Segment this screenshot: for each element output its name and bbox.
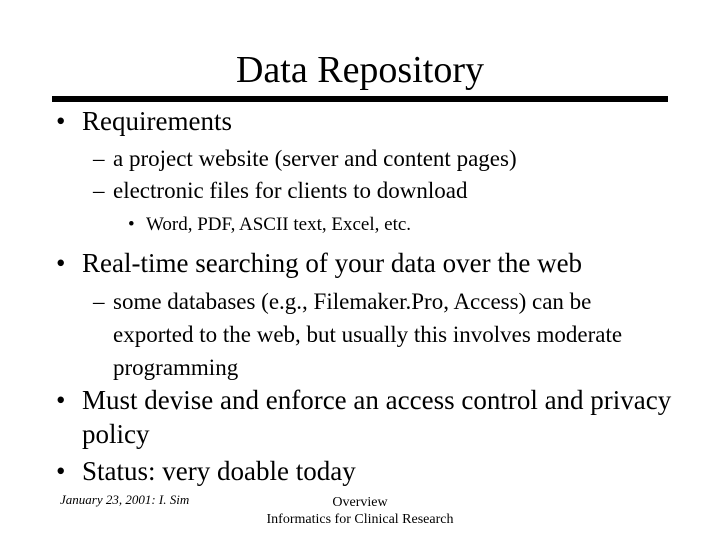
dash-icon: –	[93, 146, 105, 171]
subitem-text: electronic files for clients to download	[113, 178, 468, 203]
bullet-text: Real-time searching of your data over the web	[82, 248, 583, 278]
bullet-status	[56, 454, 696, 488]
subsubitem-file-types	[128, 213, 648, 237]
bullet-real-time-searching	[56, 246, 696, 280]
bullet-access-control	[56, 383, 696, 451]
bullet-icon: •	[56, 456, 66, 486]
subitem-databases	[93, 285, 653, 384]
bullet-icon: •	[56, 248, 66, 278]
footer-line-overview: Overview	[332, 495, 388, 510]
dash-icon: –	[93, 289, 105, 314]
title-divider	[52, 96, 668, 102]
bullet-text: Must devise and enforce an access control and privacy policy	[82, 385, 672, 449]
footer-line-course-title: Informatics for Clinical Research	[266, 512, 454, 527]
bullet-text: Status: very doable today	[82, 456, 356, 486]
bullet-icon: •	[56, 106, 66, 136]
footer-date-author: January 23, 2001: I. Sim	[60, 492, 190, 507]
dash-icon: –	[93, 178, 105, 203]
bullet-requirements	[56, 104, 696, 138]
subsubitem-text: Word, PDF, ASCII text, Excel, etc.	[146, 214, 412, 235]
subitem-text: some databases (e.g., Filemaker.Pro, Access) can be exported to the web, but usually this involves moderate programming	[113, 289, 623, 380]
subitem-text: a project website (server and content pages)	[113, 146, 517, 171]
bullet-text: Requirements	[82, 106, 232, 136]
slide-title: Data Repository	[235, 49, 484, 91]
footer-course	[240, 494, 480, 528]
bullet-icon: •	[128, 214, 135, 235]
subitem-project-website	[93, 142, 653, 175]
bullet-icon: •	[56, 385, 66, 415]
subitem-electronic-files	[93, 174, 653, 207]
